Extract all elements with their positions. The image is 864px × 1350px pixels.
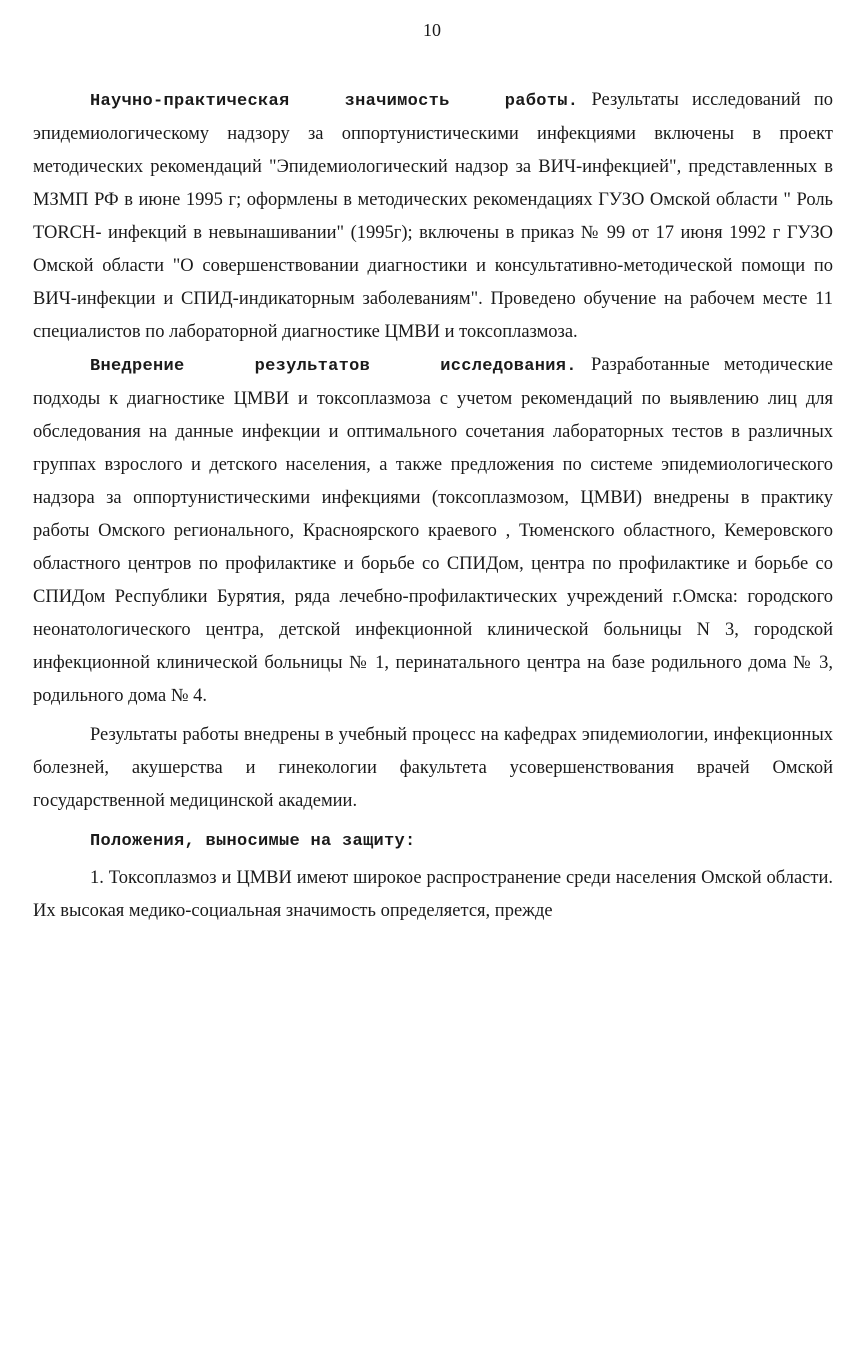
heading-implementation: Внедрение результатов исследования. — [90, 357, 577, 376]
page-body — [33, 84, 833, 928]
text-implementation: Разработанные методические подходы к диагностике ЦМВИ и токсоплазмоза с учетом рекомендаций по выявлению лиц для обследования на данные инфекции и оптимального сочетания лабораторных тестов в различных группах взрослого и детского населения, а также предложения по системе эпидемиологического надзора за оппортунистическими инфекциями (токсоплазмозом, ЦМВИ) внедрены в практику работы Омского регионального, Красноярского краевого , Тюменского областного, Кемеровского областного центров по профилактике и борьбе со СПИДом, центра по профилактике и борьбе со СПИДом Республики Бурятия, ряда лечебно-профилактических учреждений г.Омска: городского неонатологического центра, детской инфекционной клинической больницы N 3, городской инфекционной клинической больницы № 1, перинатального центра на базе родильного дома № 3, родильного дома № 4. — [33, 355, 834, 706]
paragraph-theses-heading — [33, 824, 833, 858]
heading-practical-significance: Научно-практическая значимость работы. — [90, 92, 579, 111]
text-practical-significance: Результаты исследований по эпидемиологическому надзору за оппортунистическими инфекциями включены в проект методических рекомендаций "Эпидемиологический надзор за ВИЧ-инфекцией", представленных в МЗМП РФ в июне 1995 г; оформлены в методических рекомендациях ГУЗО Омской области " Роль TORCH- инфекций в невынашивании" (1995г); включены в приказ № 99 от 17 июня 1992 г ГУЗО Омской области "О совершенствовании диагностики и консультативно-методической помощи по ВИЧ-инфекции и СПИД-индикаторным заболеваниям". Проведено обучение на рабочем месте 11 специалистов по лабораторной диагностике ЦМВИ и токсоплазмоза. — [33, 90, 833, 342]
paragraph-education: Результаты работы внедрены в учебный процесс на кафедрах эпидемиологии, инфекционных болезней, акушерства и гинекологии факультета усовершенствования врачей Омской государственной медицинской академии. — [33, 725, 833, 811]
page-number: 10 — [423, 20, 441, 40]
heading-theses: Положения, выносимые на защиту: — [90, 832, 416, 851]
paragraph-practical-significance — [33, 84, 833, 349]
paragraph-thesis-1: 1. Токсоплазмоз и ЦМВИ имеют широкое распространение среди населения Омской области. Их высокая медико-социальная значимость определяется, прежде — [33, 868, 833, 921]
paragraph-implementation — [33, 349, 833, 713]
